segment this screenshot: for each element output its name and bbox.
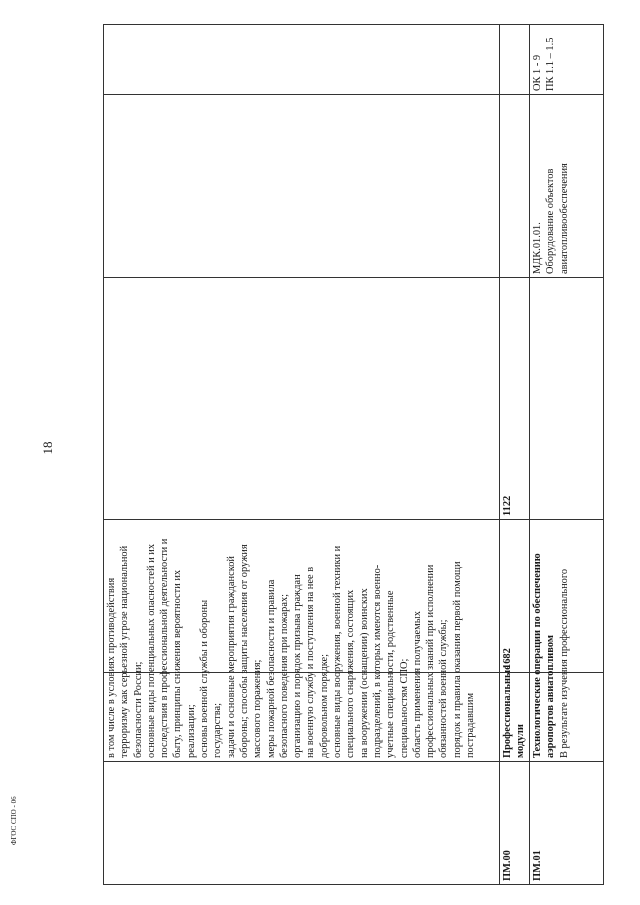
- title-cell-pm00: Профессиональные модули: [500, 673, 530, 762]
- knowledge-line: организацию и порядок призыва граждан: [292, 574, 304, 758]
- index-cell-pm01: ПМ.01: [530, 762, 604, 885]
- knowledge-line: массового поражения;: [252, 659, 264, 758]
- page-number: 18: [40, 441, 55, 455]
- knowledge-line: профессиональных знаний при исполнении: [425, 564, 437, 758]
- knowledge-line: быту, принципы снижения вероятности их: [172, 569, 184, 758]
- knowledge-line: основные виды вооружения, военной техники и: [332, 545, 344, 758]
- description-cell: [104, 538, 500, 762]
- total-hours-pm00: 1682: [500, 520, 530, 673]
- curriculum-table-body: [103, 25, 603, 885]
- knowledge-line: последствия в профессиональной деятельности и: [159, 538, 171, 758]
- pm01-text-line-1: В результате изучения профессионального: [558, 568, 570, 758]
- knowledge-line: на военную службу и поступления на нее в: [305, 566, 317, 758]
- knowledge-line: безопасности России;: [132, 661, 144, 758]
- discipline-cell-pm01: [530, 95, 604, 278]
- knowledge-line: порядок и правила оказания первой помощи: [451, 561, 463, 758]
- discipline-line-1: МДК.01.01.: [532, 222, 543, 274]
- knowledge-line: обороны; способы защиты населения от оружия: [238, 544, 250, 758]
- competency-cell-pm00: [500, 25, 530, 95]
- class-hours-cell: [104, 278, 500, 520]
- index-cell: [104, 762, 500, 885]
- knowledge-line: добровольном порядке;: [318, 653, 330, 758]
- knowledge-line: специального снаряжения, состоящих: [345, 589, 357, 758]
- knowledge-line: специальностям СПО;: [398, 658, 410, 758]
- knowledge-line: основы военной службы и обороны: [199, 599, 211, 758]
- pm01-title-line-2: аэропортов авиатопливом: [545, 635, 557, 758]
- class-hours-pm01: [530, 278, 604, 520]
- table-row-pm01: [530, 25, 604, 885]
- knowledge-line: на вооружении (оснащении) воинских: [358, 588, 370, 758]
- curriculum-grid: [103, 24, 604, 885]
- knowledge-line: подразделений, в которых имеются военно-: [371, 564, 383, 758]
- competency-cell-pm01: [530, 25, 604, 95]
- knowledge-line: в том числе в условиях противодействия: [106, 577, 117, 758]
- index-cell-pm00: ПМ.00: [500, 762, 530, 885]
- competency-line-2: ПК 1.1 – 1.5: [545, 37, 557, 91]
- knowledge-line: учетные специальности, родственные: [385, 590, 397, 758]
- knowledge-line: область применения получаемых: [411, 611, 423, 758]
- class-hours-pm00: 1122: [500, 278, 530, 520]
- knowledge-line: задачи и основные мероприятия гражданской: [225, 556, 237, 758]
- knowledge-line: терроризму как серьезной угрозе национальной: [119, 545, 131, 758]
- table-row-continuation: [104, 25, 500, 885]
- knowledge-list: [105, 538, 477, 758]
- knowledge-line: реализации;: [185, 704, 197, 758]
- discipline-cell: [104, 95, 500, 278]
- knowledge-line: государства;: [212, 703, 224, 758]
- discipline-cell-pm00: [500, 95, 530, 278]
- footer-standard-code: ФГОС СПО - 06: [10, 796, 18, 845]
- knowledge-line: пострадавшим: [465, 692, 477, 758]
- knowledge-line: меры пожарной безопасности и правила: [265, 579, 277, 758]
- table-row-pm00: [500, 25, 530, 885]
- discipline-line-3: авиатопливообеспечения: [558, 163, 570, 274]
- knowledge-line: безопасного поведения при пожарах;: [278, 593, 290, 758]
- title-cell-pm01: [530, 553, 604, 762]
- knowledge-line: основные виды потенциальных опасностей и их: [145, 543, 157, 758]
- competency-line-1: ОК 1 - 9: [532, 54, 543, 91]
- discipline-line-2: Оборудование объектов: [545, 168, 557, 274]
- pm01-title-line-1: Технологические операции по обеспечению: [532, 553, 543, 758]
- competency-cell: [104, 25, 500, 95]
- knowledge-line: обязанностей военной службы;: [438, 619, 450, 758]
